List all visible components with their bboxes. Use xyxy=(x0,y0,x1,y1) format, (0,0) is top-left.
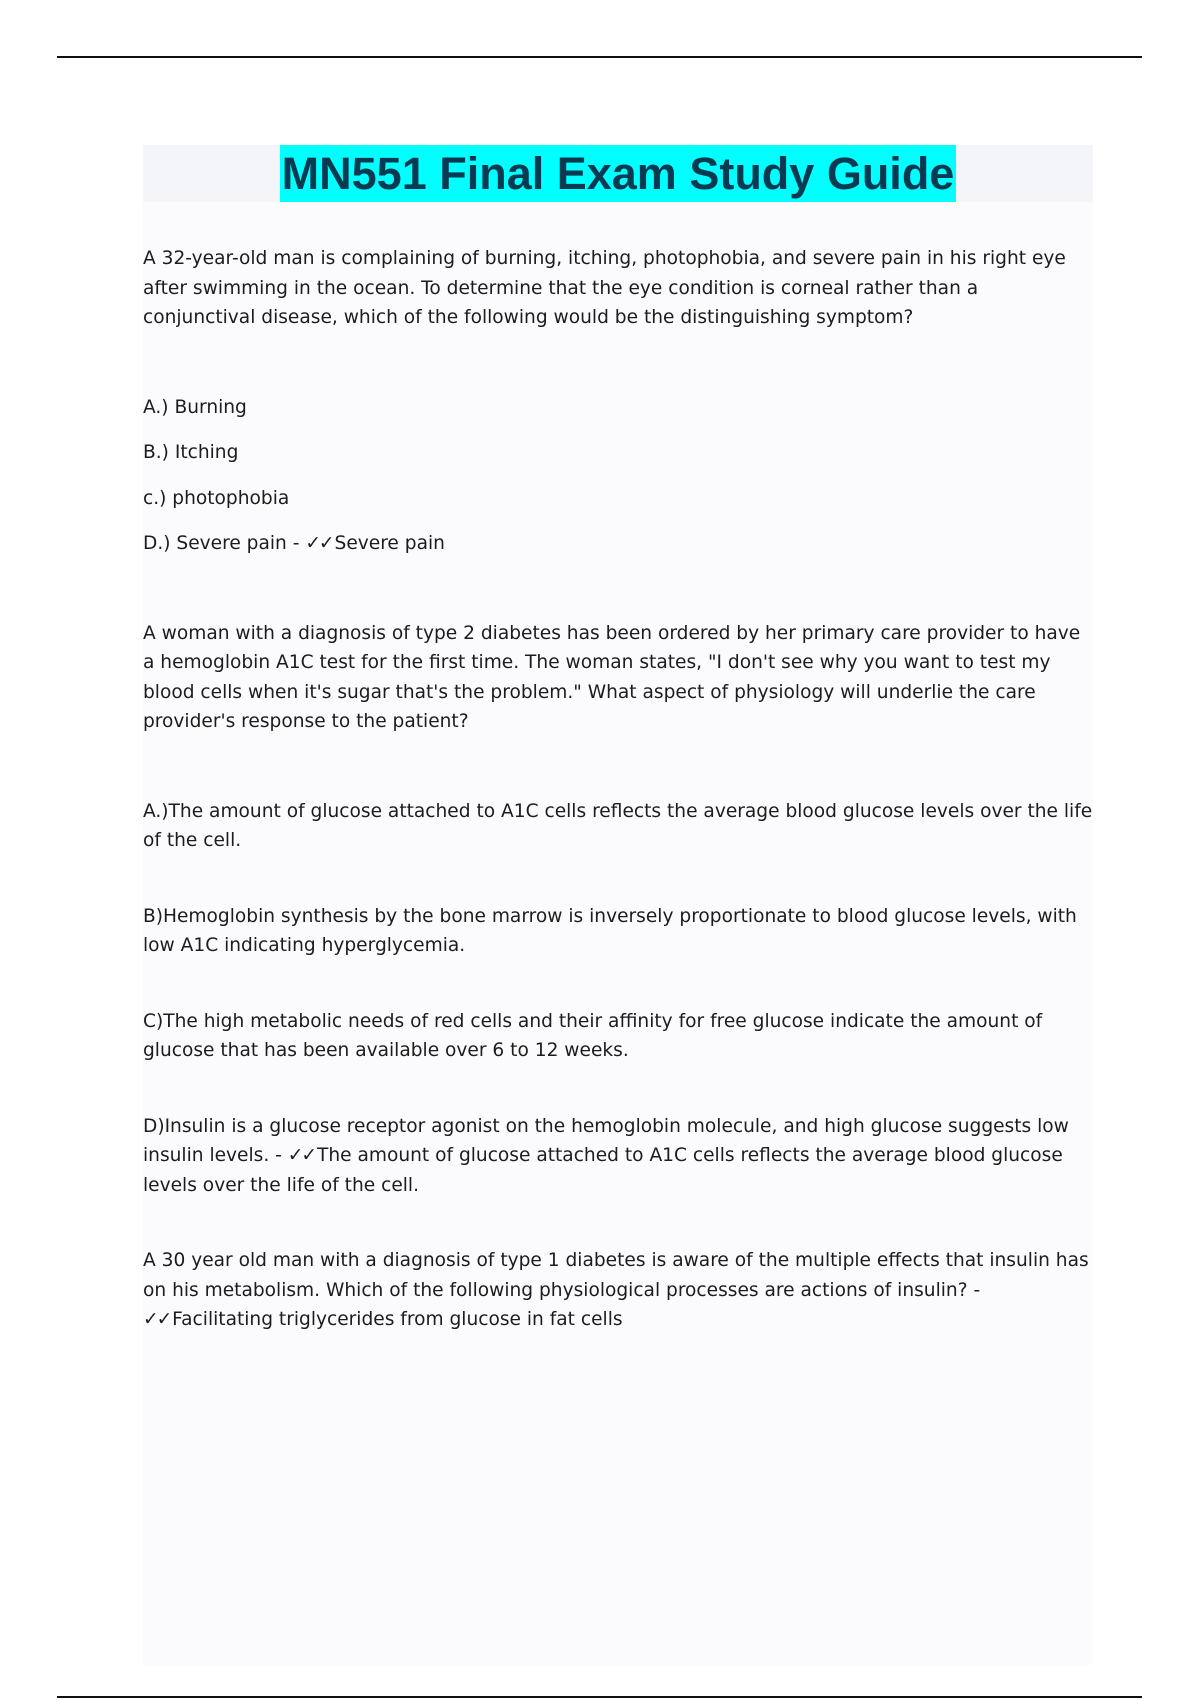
question-1-answer: Severe pain xyxy=(334,533,445,554)
option-d-text: D)Insulin is a glucose receptor agonist on the hemoglobin molecule, and high glucose suggests low insulin levels. - xyxy=(143,1115,1069,1166)
top-rule xyxy=(57,56,1142,58)
question-2-option-a: A.)The amount of glucose attached to A1C cells reflects the average blood glucose levels over the life of the cell. xyxy=(143,800,1093,851)
question-1-option-d xyxy=(143,529,1093,559)
bottom-rule xyxy=(57,1696,1142,1698)
question-1-option-c: c.) photophobia xyxy=(143,487,290,509)
document-body xyxy=(143,145,1093,1665)
question-3-answer: Facilitating triglycerides from glucose in fat cells xyxy=(172,1309,623,1330)
question-3-stem-text: A 30 year old man with a diagnosis of type 1 diabetes is aware of the multiple effects that insulin has on his metabolism. Which of the following physiological processes are actions of insulin? - xyxy=(143,1250,1089,1301)
question-1-stem: A 32-year-old man is complaining of burning, itching, photophobia, and severe pain in his right eye after swimming in the ocean. To determine that the eye condition is corneal rather than a conjunctival disease, which of the following would be the distinguishing symptom? xyxy=(143,248,1066,328)
option-d-text: D.) Severe pain - xyxy=(143,533,306,554)
question-2-option-c: C)The high metabolic needs of red cells and their affinity for free glucose indicate the amount of glucose that has been available over 6 to 12 weeks. xyxy=(143,1010,1043,1061)
check-mark-icon: ✓✓ xyxy=(305,533,333,554)
question-2-answer: The amount of glucose attached to A1C cells reflects the average blood glucose levels over the life of the cell. xyxy=(143,1145,1063,1196)
question-1-option-b: B.) Itching xyxy=(143,442,239,463)
question-1-option-a: A.) Burning xyxy=(143,396,247,418)
question-3-stem xyxy=(143,1246,1093,1335)
question-2-option-b: B)Hemoglobin synthesis by the bone marrow is inversely proportionate to blood glucose levels, with low A1C indicating hyperglycemia. xyxy=(143,905,1077,956)
document-title: MN551 Final Exam Study Guide xyxy=(280,145,957,202)
question-2-stem: A woman with a diagnosis of type 2 diabetes has been ordered by her primary care provider to have a hemoglobin A1C test for the first time. The woman states, "I don't see why you want to test my blood cells when it's sugar that's the problem." What aspect of physiology will underlie the care provider's response to the patient? xyxy=(143,622,1081,732)
check-mark-icon: ✓✓ xyxy=(143,1309,171,1330)
question-2-option-d xyxy=(143,1112,1093,1201)
title-band xyxy=(143,145,1093,202)
check-mark-icon: ✓✓ xyxy=(287,1145,315,1166)
